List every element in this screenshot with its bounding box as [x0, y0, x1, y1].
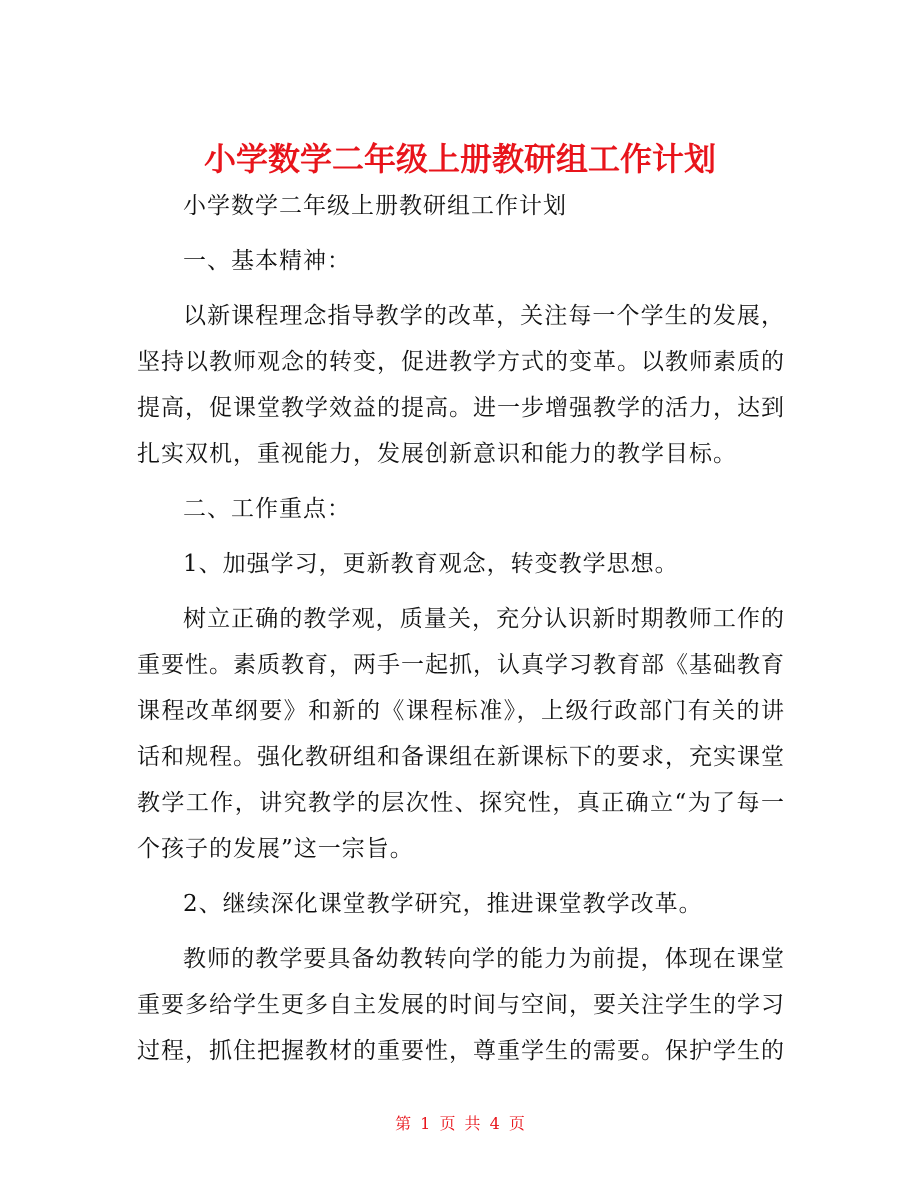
page-title: 小学数学二年级上册教研组工作计划	[203, 140, 716, 179]
paragraph-item-1-body: 树立正确的教学观，质量关，充分认识新时期教师工作的重要性。素质教育，两手一起抓，认真学习教育部《基础教育课程改革纲要》和新的《课程标准》，上级行政部门有关的讲话和规程。强化教研组和备课组在新课标下的要求，充实课堂教学工作，讲究教学的层次性、探究性，真正确立“为了每一个孩子的发展”这一宗旨。	[137, 606, 785, 862]
paragraph-doc-heading: 小学数学二年级上册教研组工作计划	[183, 193, 567, 219]
page-number-footer: 第 1 页 共 4 页	[395, 1114, 525, 1133]
paragraph-item-2-heading: 2、继续深化课堂教学研究，推进课堂教学改革。	[183, 891, 703, 917]
paragraph-section-1-heading: 一、基本精神：	[183, 248, 351, 274]
paragraph-section-2-heading: 二、工作重点：	[183, 496, 351, 522]
paragraph-basic-spirit: 以新课程理念指导教学的改革，关注每一个学生的发展，坚持以教师观念的转变，促进教学方式的变革。以教师素质的提高，促课堂教学效益的提高。进一步增强教学的活力，达到扎实双机，重视能力，发展创新意识和能力的教学目标。	[137, 303, 785, 467]
paragraph-item-2-body: 教师的教学要具备幼教转向学的能力为前提，体现在课堂重要多给学生更多自主发展的时间与空间，要关注学生的学习过程，抓住把握教材的重要性，尊重学生的需要。保护学生的	[137, 946, 785, 1064]
paragraph-item-1-heading: 1、加强学习，更新教育观念，转变教学思想。	[183, 551, 679, 577]
document-body	[137, 183, 785, 1083]
